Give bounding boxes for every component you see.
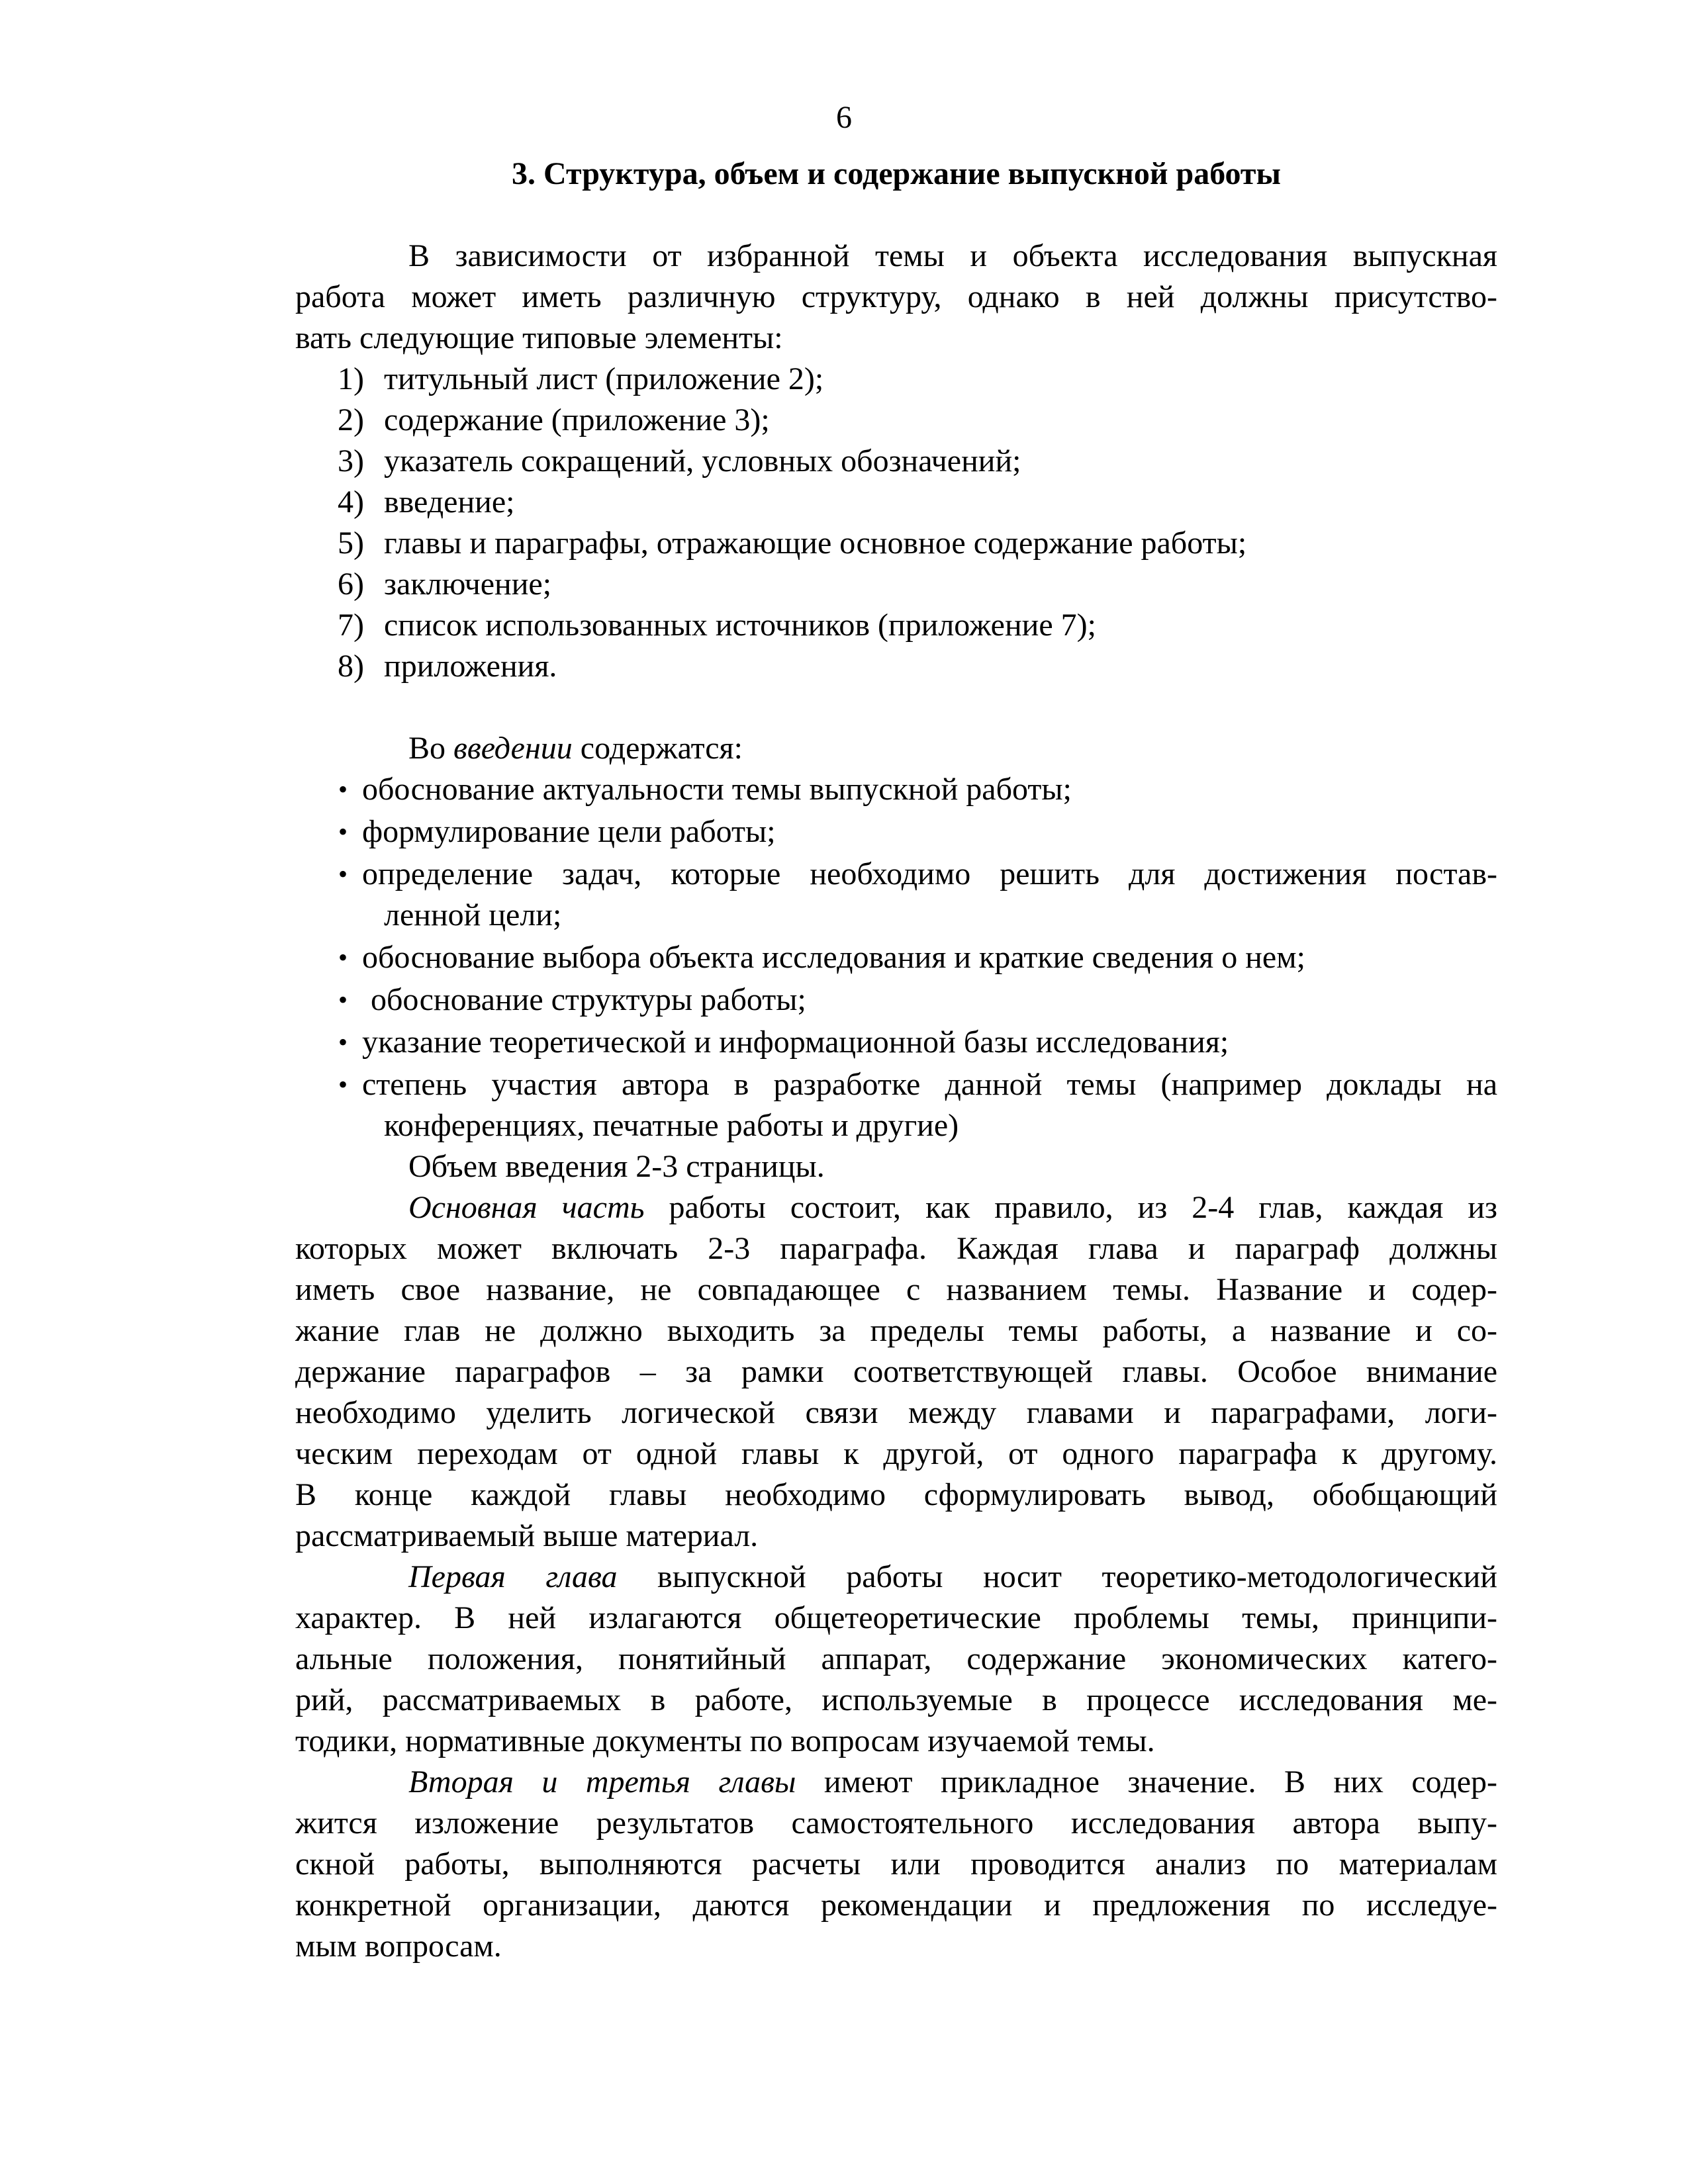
list-number: 1) bbox=[338, 361, 364, 396]
bullet-icon: • bbox=[338, 1027, 348, 1057]
term-emphasis: Основная часть bbox=[408, 1190, 645, 1225]
list-item: титульный лист (приложение 2); bbox=[384, 361, 824, 396]
list-item: введение; bbox=[384, 484, 515, 520]
paragraph-line: тодики, нормативные документы по вопросам изучаемой темы. bbox=[295, 1723, 1155, 1758]
paragraph-line: В конце каждой главы необходимо сформулировать вывод, обобщающий bbox=[295, 1477, 1497, 1512]
line-text: работы состоит, как правило, из 2-4 глав, каждая из bbox=[644, 1190, 1498, 1225]
list-number: 6) bbox=[338, 567, 364, 602]
list-number: 8) bbox=[338, 649, 364, 684]
bullet-icon: • bbox=[338, 774, 348, 804]
list-number: 4) bbox=[338, 484, 364, 520]
paragraph-line: рий, рассматриваемых в работе, используемые в процессе исследования ме- bbox=[295, 1682, 1497, 1717]
paragraph-line: которых может включать 2-3 параграфа. Каждая глава и параграф должны bbox=[295, 1231, 1497, 1266]
paragraph-line: мым вопросам. bbox=[295, 1929, 502, 1964]
paragraph-line: иметь свое название, не совпадающее с названием темы. Название и содер- bbox=[295, 1272, 1497, 1307]
line-text: выпускной работы носит теоретико-методологический bbox=[617, 1559, 1497, 1594]
paragraph-line: скной работы, выполняются расчеты или проводится анализ по материалам bbox=[295, 1846, 1497, 1882]
paragraph-line: необходимо уделить логической связи между главами и параграфами, логи- bbox=[295, 1395, 1497, 1430]
bullet-icon: • bbox=[338, 859, 348, 889]
list-item: приложения. bbox=[384, 649, 557, 684]
paragraph-line: характер. В ней излагаются общетеоретические проблемы темы, принципи- bbox=[295, 1600, 1497, 1635]
line-text: имеют прикладное значение. В них содер- bbox=[796, 1764, 1498, 1799]
bullet-item: обоснование выбора объекта исследования и краткие сведения о нем; bbox=[362, 940, 1305, 975]
bullet-item: степень участия автора в разработке данной темы (например доклады на bbox=[362, 1067, 1497, 1102]
paragraph-line bbox=[408, 1557, 1497, 1598]
lead-text: Во bbox=[408, 731, 454, 766]
paragraph-line bbox=[408, 1762, 1497, 1803]
bullet-icon: • bbox=[338, 1069, 348, 1099]
list-number: 3) bbox=[338, 443, 364, 478]
introduction-lead bbox=[408, 728, 743, 769]
paragraph-line: альные положения, понятийный аппарат, содержание экономических катего- bbox=[295, 1641, 1497, 1676]
page-number: 6 bbox=[836, 100, 852, 135]
list-number: 2) bbox=[338, 402, 364, 437]
list-number: 7) bbox=[338, 608, 364, 643]
paragraph-line: держание параграфов – за рамки соответствующей главы. Особое внимание bbox=[295, 1354, 1497, 1389]
bullet-item-continuation: конференциях, печатные работы и другие) bbox=[384, 1108, 959, 1143]
lead-emphasis: введении bbox=[453, 731, 573, 766]
bullet-icon: • bbox=[338, 985, 348, 1015]
bullet-item: указание теоретической и информационной базы исследования; bbox=[362, 1024, 1229, 1060]
paragraph-line: рассматриваемый выше материал. bbox=[295, 1518, 759, 1553]
term-emphasis: Первая глава bbox=[408, 1559, 618, 1594]
intro-line: работа может иметь различную структуру, однако в ней должны присутство- bbox=[295, 279, 1497, 314]
bullet-item: определение задач, которые необходимо решить для достижения постав- bbox=[362, 856, 1497, 891]
bullet-icon: • bbox=[338, 817, 348, 846]
list-item: главы и параграфы, отражающие основное содержание работы; bbox=[384, 525, 1247, 561]
list-item: содержание (приложение 3); bbox=[384, 402, 770, 437]
introduction-volume: Объем введения 2-3 страницы. bbox=[408, 1149, 825, 1184]
bullet-icon: • bbox=[338, 942, 348, 972]
bullet-item-continuation: ленной цели; bbox=[384, 897, 562, 933]
list-item: список использованных источников (приложение 7); bbox=[384, 608, 1096, 643]
bullet-item: формулирование цели работы; bbox=[362, 814, 776, 849]
paragraph-line: конкретной организации, даются рекомендации и предложения по исследуе- bbox=[295, 1888, 1497, 1923]
paragraph-line: жание глав не должно выходить за пределы темы работы, а название и со- bbox=[295, 1313, 1497, 1348]
bullet-item: обоснование структуры работы; bbox=[371, 982, 806, 1017]
paragraph-line bbox=[408, 1187, 1497, 1228]
intro-line: вать следующие типовые элементы: bbox=[295, 320, 783, 355]
list-number: 5) bbox=[338, 525, 364, 561]
bullet-item: обоснование актуальности темы выпускной работы; bbox=[362, 772, 1072, 807]
lead-text: содержатся: bbox=[572, 731, 743, 766]
section-heading: 3. Структура, объем и содержание выпускной работы bbox=[512, 156, 1281, 191]
term-emphasis: Вторая и третья главы bbox=[408, 1764, 796, 1799]
paragraph-line: ческим переходам от одной главы к другой, от одного параграфа к другому. bbox=[295, 1436, 1497, 1471]
list-item: заключение; bbox=[384, 567, 552, 602]
intro-line: В зависимости от избранной темы и объекта исследования выпускная bbox=[408, 238, 1497, 273]
list-item: указатель сокращений, условных обозначений; bbox=[384, 443, 1021, 478]
paragraph-line: жится изложение результатов самостоятельного исследования автора выпу- bbox=[295, 1805, 1497, 1841]
